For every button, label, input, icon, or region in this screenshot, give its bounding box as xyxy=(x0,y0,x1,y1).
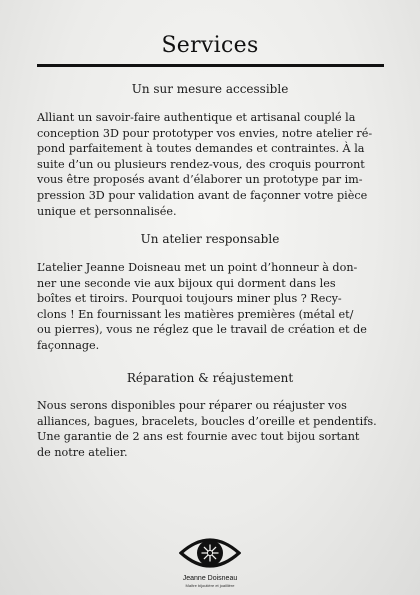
text-line: L’atelier Jeanne Doisneau met un point d’honneur à don- xyxy=(37,261,358,274)
title-divider xyxy=(37,64,384,67)
section-heading-sur-mesure: Un sur mesure accessible xyxy=(131,82,289,96)
text-line: de notre atelier. xyxy=(37,445,128,459)
text-line: clons ! En fournissant les matières premières (métal et/ xyxy=(37,307,354,321)
section-heading-reparation: Réparation & réajustement xyxy=(126,371,294,385)
section-text-reparation xyxy=(37,398,384,460)
text-line: boîtes et tiroirs. Pourquoi toujours miner plus ? Recy- xyxy=(37,292,342,306)
text-line: Nous serons disponibles pour réparer ou réajuster vos xyxy=(37,399,347,412)
text-line: alliances, bagues, bracelets, boucles d’oreille et pendentifs. xyxy=(37,414,377,428)
text-line: façonnage. xyxy=(37,338,100,352)
text-line: ner une seconde vie aux bijoux qui dorment dans les xyxy=(37,276,336,290)
section-heading-atelier-responsable: Un atelier responsable xyxy=(140,232,280,246)
text-line: vous être proposés avant d’élaborer un prototype par im- xyxy=(37,173,363,187)
text-line: Une garantie de 2 ans est fournie avec tout bijou sortant xyxy=(37,430,360,444)
brand-tagline: Maître bijoutière et joaillière xyxy=(185,583,235,588)
text-line: suite d’un ou plusieurs rendez-vous, des croquis pourront xyxy=(37,157,365,171)
section-text-atelier-responsable xyxy=(37,260,384,354)
text-line: pond parfaitement à toutes demandes et contraintes. À la xyxy=(37,142,365,156)
text-line: pression 3D pour validation avant de façonner votre pièce xyxy=(37,188,368,202)
text-line: unique et personnalisée. xyxy=(37,204,177,218)
page-title: Services xyxy=(161,33,259,58)
text-line: ou pierres), vous ne réglez que le travail de création et de xyxy=(37,323,367,337)
text-line: Alliant un savoir-faire authentique et artisanal couplé la xyxy=(37,111,356,124)
eye-icon xyxy=(179,533,241,573)
section-text-sur-mesure xyxy=(37,110,384,219)
brand-name: Jeanne Doisneau xyxy=(182,575,238,582)
text-line: conception 3D pour prototyper vos envies, notre atelier ré- xyxy=(37,126,373,140)
